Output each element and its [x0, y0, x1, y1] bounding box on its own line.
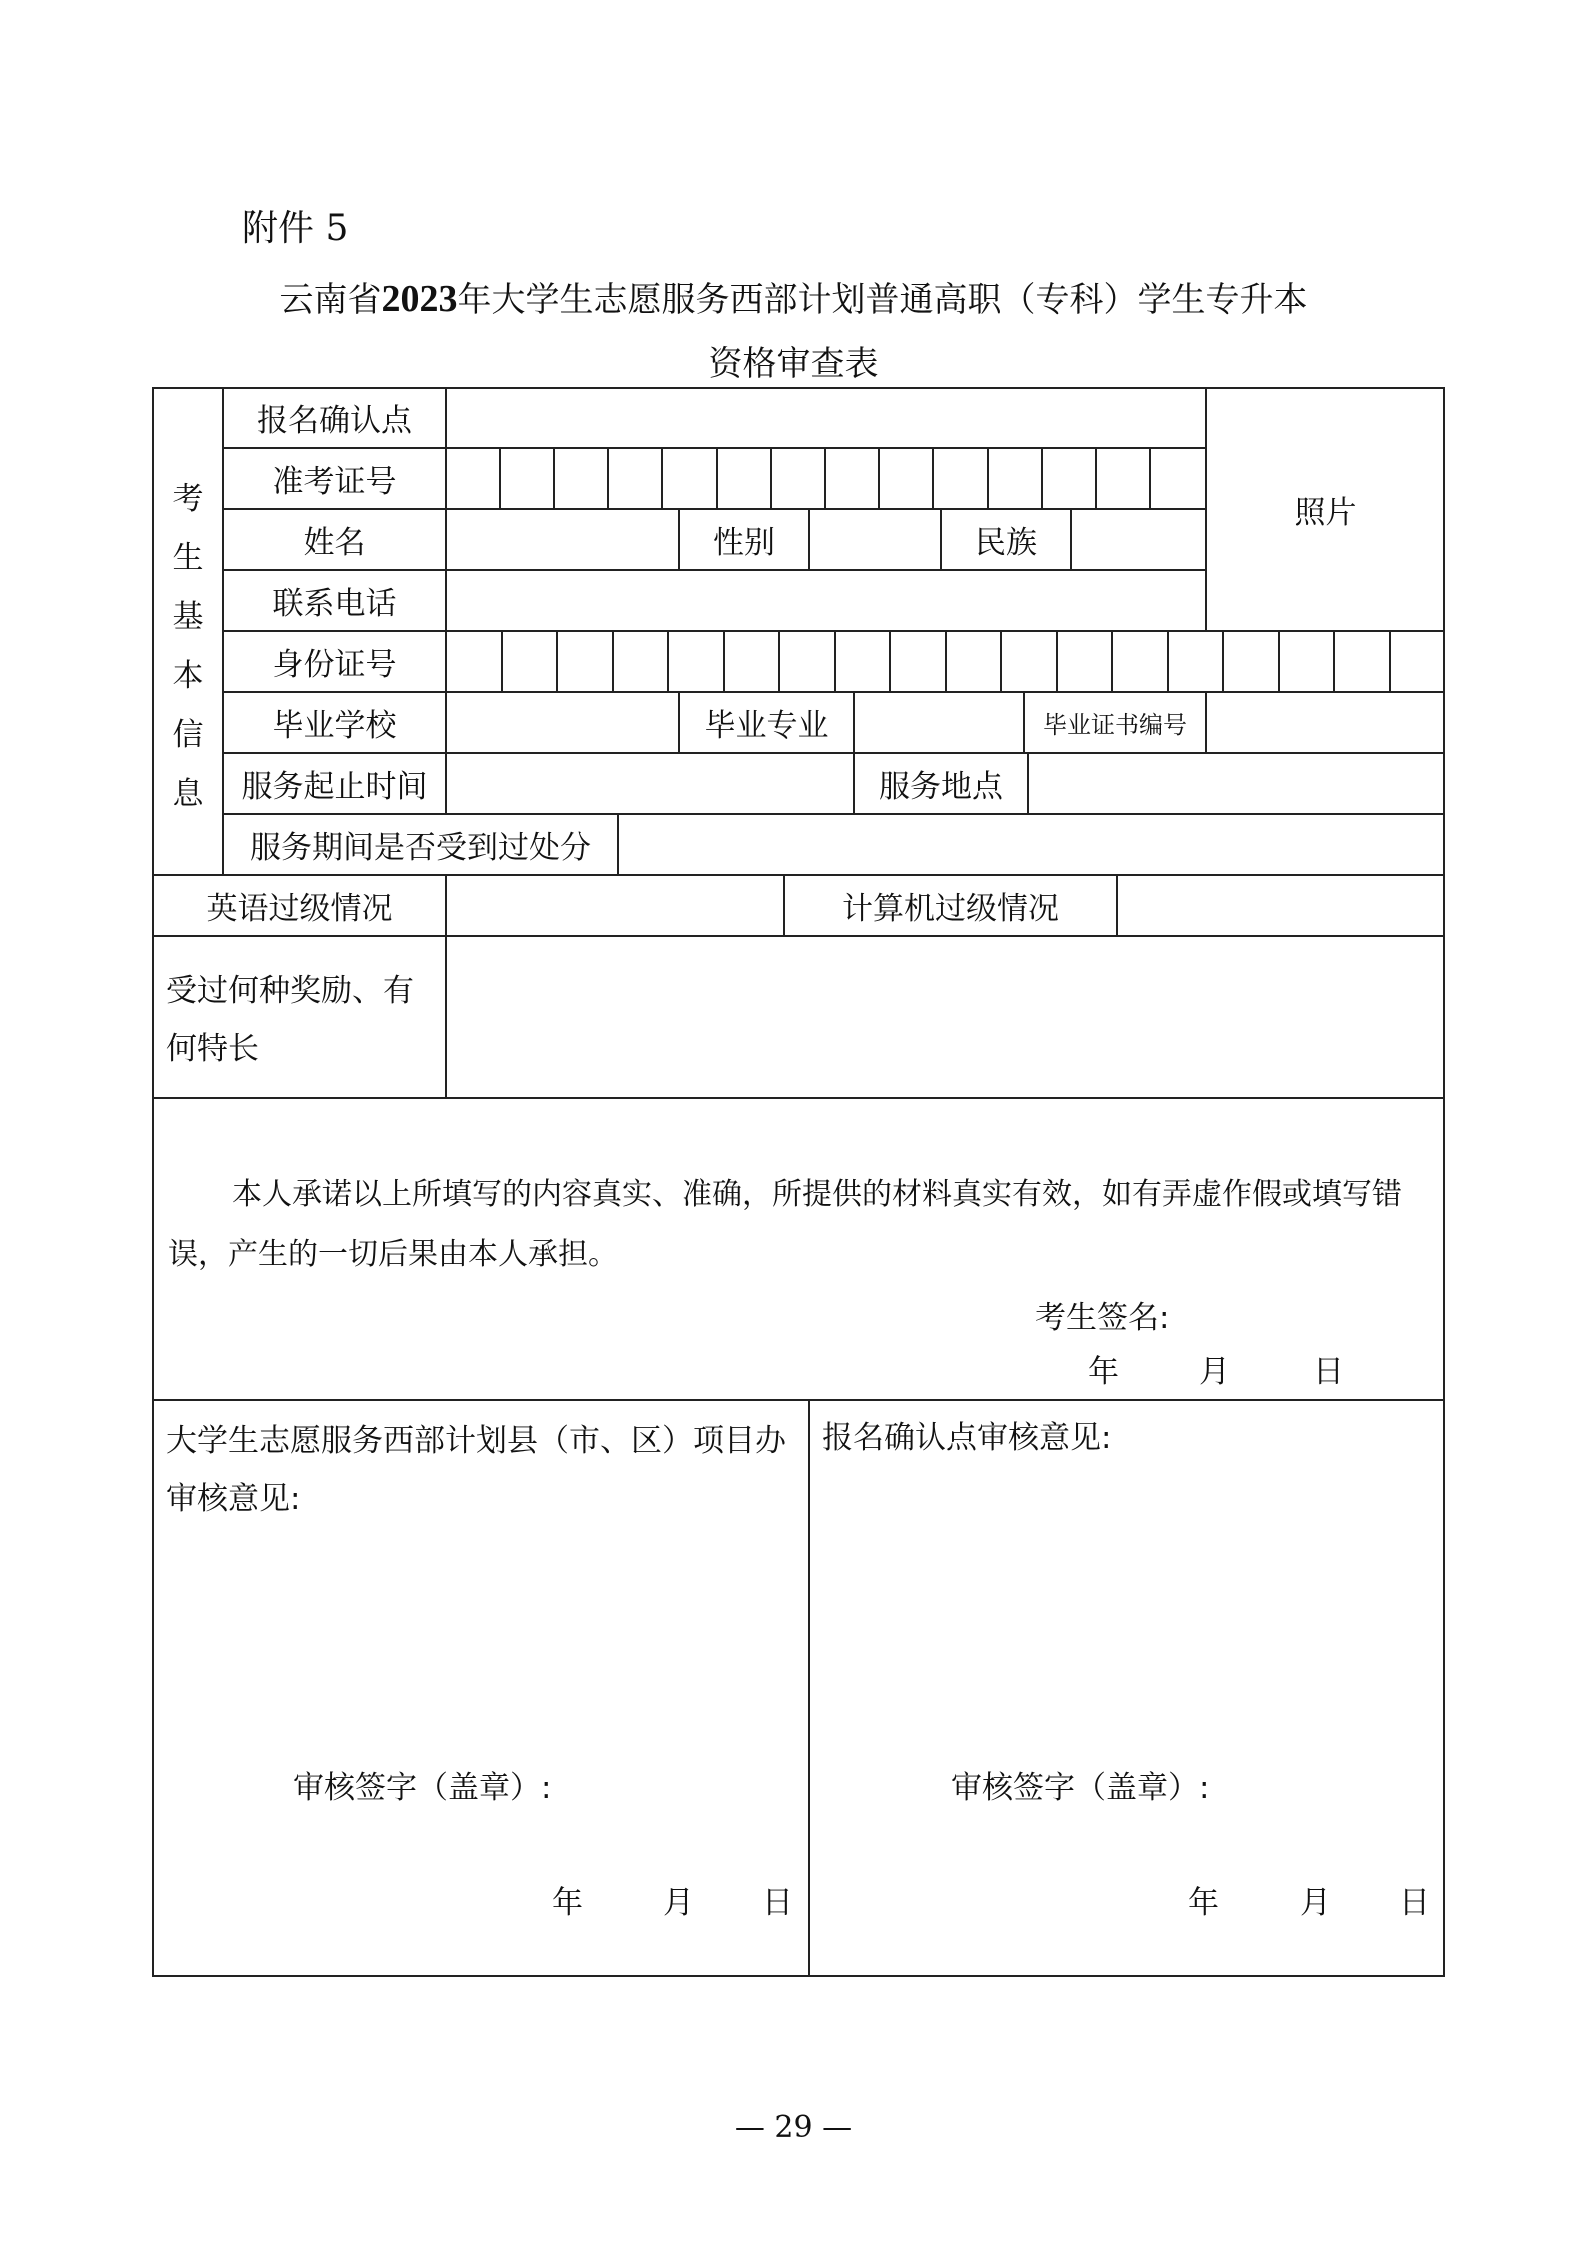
digit-box-line — [1056, 630, 1058, 692]
candidate-signature-label: 考生签名: — [1035, 1300, 1170, 1336]
page-number: — 29 — — [734, 2110, 853, 2145]
digit-box-line — [889, 630, 891, 692]
county-review-signature-label: 审核签字（盖章）: — [293, 1770, 552, 1806]
service-period-label: 服务起止时间 — [241, 769, 428, 805]
county-date-year: 年 — [552, 1885, 583, 1921]
col-line — [617, 813, 619, 875]
digit-box-line — [1278, 630, 1280, 692]
col-line — [808, 508, 810, 570]
candidate-date-year: 年 — [1088, 1354, 1119, 1390]
point-date-month: 月 — [1300, 1885, 1331, 1921]
id-number-label: 身份证号 — [272, 647, 397, 683]
col-line — [445, 874, 447, 1098]
form-title-line1 — [0, 272, 1587, 321]
exam-ticket-label: 准考证号 — [272, 464, 397, 500]
point-date-day: 日 — [1399, 1885, 1430, 1921]
computer-level-label: 计算机过级情况 — [842, 891, 1059, 927]
digit-box-line — [770, 447, 772, 509]
col-line — [853, 691, 855, 753]
digit-box-line — [499, 447, 501, 509]
col-line — [1027, 752, 1029, 814]
digit-box-line — [1095, 447, 1097, 509]
digit-box-line — [987, 447, 989, 509]
row-line — [152, 1097, 1445, 1099]
title-prefix: 云南省 — [279, 280, 382, 320]
point-review-signature-label: 审核签字（盖章）: — [951, 1770, 1210, 1806]
col-line — [1070, 508, 1072, 570]
digit-box-line — [1111, 630, 1113, 692]
digit-box-line — [1167, 630, 1169, 692]
col-line — [1205, 691, 1207, 753]
awards-label: 受过何种奖励、有何特长 — [166, 973, 414, 1067]
registration-point-opinion-label: 报名确认点审核意见: — [822, 1420, 1112, 1456]
diploma-number-label: 毕业证书编号 — [1043, 711, 1187, 739]
ethnicity-label: 民族 — [975, 525, 1037, 561]
col-line — [445, 387, 447, 814]
gender-label: 性别 — [713, 525, 775, 561]
digit-box-line — [1041, 447, 1043, 509]
form-title-line2: 资格审查表 — [708, 344, 879, 384]
graduate-major-label: 毕业专业 — [704, 708, 829, 744]
digit-box-line — [723, 630, 725, 692]
registration-point-label: 报名确认点 — [257, 403, 412, 439]
digit-box-line — [1333, 630, 1335, 692]
digit-box-line — [1000, 630, 1002, 692]
digit-box-line — [607, 447, 609, 509]
digit-box-line — [553, 447, 555, 509]
row-line — [152, 935, 1445, 937]
row-line — [152, 1399, 1445, 1401]
title-year: 2023 — [381, 278, 458, 320]
county-date-month: 月 — [663, 1885, 694, 1921]
point-date-year: 年 — [1188, 1885, 1219, 1921]
county-date-day: 日 — [762, 1885, 793, 1921]
digit-box-line — [556, 630, 558, 692]
english-level-label: 英语过级情况 — [206, 891, 393, 927]
digit-box-line — [501, 630, 503, 692]
candidate-promise: 本人承诺以上所填写的内容真实、准确，所提供的材料真实有效，如有弄虚作假或填写错误，产生的一切后果由本人承担。 — [168, 1177, 1402, 1272]
digit-box-line — [667, 630, 669, 692]
col-line — [1116, 874, 1118, 936]
graduate-school-label: 毕业学校 — [272, 708, 397, 744]
digit-box-line — [716, 447, 718, 509]
col-line — [808, 1399, 810, 1977]
county-office-opinion-label: 大学生志愿服务西部计划县（市、区）项目办审核意见: — [166, 1423, 786, 1517]
digit-box-line — [612, 630, 614, 692]
digit-box-line — [1149, 447, 1151, 509]
service-location-label: 服务地点 — [879, 769, 1003, 805]
digit-box-line — [945, 630, 947, 692]
section-label-basic-info: 考 生 基 本 信 息 — [172, 481, 204, 812]
digit-box-line — [661, 447, 663, 509]
photo-placeholder: 照片 — [1294, 494, 1357, 531]
attachment-label: 附件 5 — [242, 208, 349, 249]
digit-box-line — [1389, 630, 1391, 692]
candidate-date-day: 日 — [1313, 1354, 1344, 1390]
digit-box-line — [932, 447, 934, 509]
digit-box-line — [834, 630, 836, 692]
candidate-date-month: 月 — [1199, 1354, 1230, 1390]
name-label: 姓名 — [303, 525, 366, 561]
digit-box-line — [878, 447, 880, 509]
digit-box-line — [824, 447, 826, 509]
digit-box-line — [1222, 630, 1224, 692]
disciplined-label: 服务期间是否受到过处分 — [250, 830, 591, 866]
digit-box-line — [778, 630, 780, 692]
phone-label: 联系电话 — [272, 586, 397, 622]
title-suffix: 年大学生志愿服务西部计划普通高职（专科）学生专升本 — [457, 280, 1308, 320]
